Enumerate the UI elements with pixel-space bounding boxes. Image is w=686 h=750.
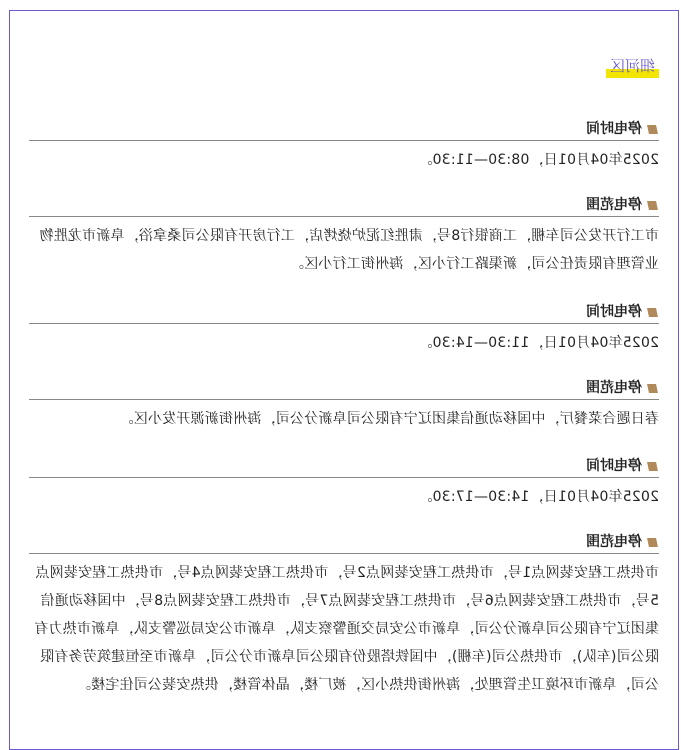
time-text: 2025年04月01日，11:30—14:30。: [418, 335, 659, 351]
time-text: 2025年04月01日，08:30—11:30。: [418, 152, 659, 168]
bullet-icon: [647, 462, 658, 471]
range-header: 停电范围 市工行开发公司车棚，工商银行8号，肃胜红泥炉烧烤店，工行房开有限公司桑拿浴，阜新市龙胜物业管理有限责任公司，新渠路工行小区，海州街工行小区。: [29, 194, 659, 278]
range-text: 春日题合菜餐厅，中国移动通信集团辽宁有限公司阜新分公司，海州街新源开发小区。: [119, 411, 659, 427]
time-header: 停电时间 2025年04月01日，14:30—17:30。: [29, 455, 659, 511]
range-header: 停电范围 市供热工程安装网点1号，市供热工程安装网点2号，市供热工程安装网点4号，市供热工程安装网点5号，市供热工程安装网点6号，市供热工程安装网点7号，市供热工程安装网点8号，中国移动通信集团辽宁有限公司阜新分公司，阜新市公安局交通警察支队，阜新市公安局巡警支队，阜新市热力有限公司(车队)，市供热公司(车棚)，中国铁塔股份有限公司阜新市分公司，阜新市至恒建筑劳务有限公司，阜新市环境卫生管理处，海州街供热小区，被厂楼，晶体管楼，供热安装公司住宅楼。: [29, 531, 659, 699]
range-text: 市工行开发公司车棚，工商银行8号，肃胜红泥炉烧烤店，工行房开有限公司桑拿浴，阜新市龙胜物业管理有限责任公司，新渠路工行小区，海州街工行小区。: [39, 228, 659, 272]
range-text: 市供热工程安装网点1号，市供热工程安装网点2号，市供热工程安装网点4号，市供热工程安装网点5号，市供热工程安装网点6号，市供热工程安装网点7号，市供热工程安装网点8号，中国移动通信集团辽宁有限公司阜新分公司，阜新市公安局交通警察支队，阜新市公安局巡警支队，阜新市热力有限公司(车队)，市供热公司(车棚)，中国铁塔股份有限公司阜新市分公司，阜新市至恒建筑劳务有限公司，阜新市环境卫生管理处，海州街供热小区，被厂楼，晶体管楼，供热安装公司住宅楼。: [34, 565, 659, 693]
time-header: 停电时间 2025年04月01日，11:30—14:30。: [29, 301, 659, 357]
district-title: 细河区: [606, 55, 659, 78]
time-header: 停电时间 2025年04月01日，08:30—11:30。: [29, 118, 659, 174]
range-header: 停电范围 春日题合菜餐厅，中国移动通信集团辽宁有限公司阜新分公司，海州街新源开发小区。: [29, 377, 659, 433]
bullet-icon: [647, 201, 658, 210]
notice-page: [9, 10, 679, 750]
time-text: 2025年04月01日，14:30—17:30。: [418, 489, 659, 505]
bullet-icon: [647, 538, 658, 547]
bullet-icon: [647, 308, 658, 317]
bullet-icon: [647, 125, 658, 134]
bullet-icon: [647, 384, 658, 393]
